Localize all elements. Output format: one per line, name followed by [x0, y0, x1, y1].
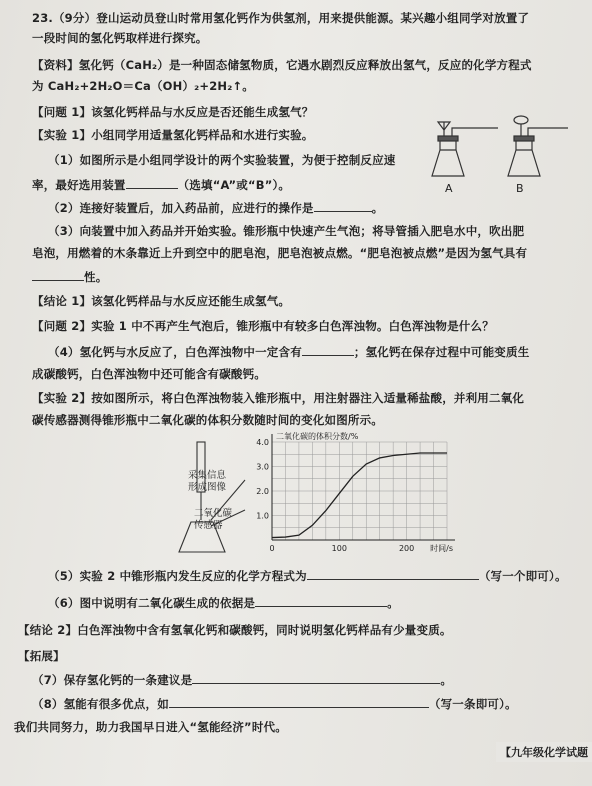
y-tick-label: 2.0 — [256, 487, 269, 496]
text-line-q3-c — [32, 268, 107, 285]
line-text: （2）连接好装置后，加入药品前，应进行的操作是 — [48, 201, 314, 215]
text-line-exp-2-b — [32, 412, 383, 428]
y-tick-label: 4.0 — [256, 438, 269, 447]
x-tick-label: 100 — [331, 544, 347, 553]
line-text-after: （写一条即可）。 — [428, 697, 517, 711]
line-text: 率，最好选用装置 — [32, 178, 126, 192]
line-text: 【资料】氢化钙（CaH₂）是一种固态储氢物质，它遇水剧烈反应释放出氢气，反应的化学方程式 — [32, 58, 532, 72]
line-text: 【结论 1】该氢化钙样品与水反应还能生成氢气。 — [32, 294, 291, 308]
answer-blank[interactable] — [302, 343, 354, 356]
x-tick-label: 200 — [398, 544, 415, 553]
line-text: 成碳酸钙，白色浑浊物中还可能含有碳酸钙。 — [32, 367, 266, 381]
text-line-closing — [14, 719, 287, 735]
answer-blank[interactable] — [126, 176, 178, 189]
line-text: 皂泡，用燃着的木条靠近上升到空中的肥皂泡，肥皂泡被点燃。“肥皂泡被点燃”是因为氢气具有 — [32, 246, 528, 260]
apparatus-diagram — [418, 110, 568, 200]
x-tick-label: 0 — [269, 544, 275, 553]
sensor-label: 二氧化碳 传感器 — [194, 508, 233, 531]
text-line-q1-b — [32, 176, 290, 193]
text-line-extension — [18, 648, 65, 664]
line-text: 【问题 1】该氢化钙样品与水反应是否还能生成氢气？ — [32, 105, 314, 119]
answer-blank[interactable] — [307, 567, 479, 580]
answer-blank[interactable] — [169, 695, 429, 708]
line-text: （8）氢能有很多优点，如 — [32, 697, 169, 711]
line-text: （5）实验 2 中锥形瓶内发生反应的化学方程式为 — [48, 569, 307, 583]
text-line-q4-a — [48, 343, 529, 360]
apparatus-b-label: B — [516, 182, 524, 195]
line-text: 我们共同努力，助力我国早日进入“氢能经济”时代。 — [14, 720, 287, 734]
line-text: （7）保存氢化钙的一条建议是 — [32, 673, 193, 687]
text-line-question-2 — [32, 318, 494, 334]
text-line-q-intro-2 — [32, 30, 208, 46]
chart-title: 二氧化碳的体积分数/% — [276, 432, 359, 441]
line-text-after: 性。 — [84, 270, 108, 284]
text-line-conclusion-2 — [18, 622, 452, 638]
series-line — [272, 453, 447, 538]
text-line-exp-1 — [32, 127, 314, 143]
text-line-material-1 — [32, 57, 532, 73]
answer-blank[interactable] — [192, 671, 440, 684]
line-text: 23.（9分）登山运动员登山时常用氢化钙作为供氢剂，用来提供能源。某兴趣小组同学对放置了 — [32, 11, 530, 25]
line-text: 【实验 2】按如图所示，将白色浑浊物装入锥形瓶中，用注射器注入适量稀盐酸，并利用二氧化 — [32, 391, 525, 405]
collector-label: 采集信息 形成图像 — [188, 470, 227, 493]
line-text: 【问题 2】实验 1 中不再产生气泡后，锥形瓶中有较多白色浑浊物。白色浑浊物是什么？ — [32, 319, 494, 333]
line-text: （1）如图所示是小组同学设计的两个实验装置，为便于控制反应速 — [48, 153, 396, 167]
y-tick-label: 1.0 — [256, 511, 269, 521]
text-line-q8 — [32, 695, 517, 712]
page-footer: 【九年级化学试题 — [496, 742, 592, 762]
text-line-conclusion-1 — [32, 293, 290, 309]
co2-chart — [250, 430, 460, 560]
y-tick-label: 3.0 — [256, 462, 269, 472]
text-line-q1-a — [48, 152, 396, 168]
text-line-q5 — [48, 567, 567, 584]
apparatus-a-label: A — [445, 182, 453, 195]
line-text: （3）向装置中加入药品并开始实验。锥形瓶中快速产生气泡；将导管插入肥皂水中，吹出肥 — [48, 224, 525, 238]
text-line-q2 — [48, 199, 383, 216]
text-line-q4-b — [32, 366, 266, 382]
line-text-after: ；氢化钙在保存过程中可能变质生 — [353, 345, 530, 359]
setup-diagram — [155, 440, 255, 560]
line-text-after: 。 — [371, 201, 384, 215]
line-text: （6）图中说明有二氧化碳生成的依据是 — [48, 596, 256, 610]
line-text: 【实验 1】小组同学用适量氢化钙样品和水进行实验。 — [32, 128, 314, 142]
x-axis-label: 时间/s — [430, 544, 453, 553]
text-line-exp-2-a — [32, 390, 524, 406]
line-text: 一段时间的氢化钙取样进行探究。 — [32, 31, 208, 45]
line-text: 为 CaH₂+2H₂O＝Ca（OH）₂+2H₂↑。 — [32, 79, 255, 93]
line-text-after: （写一个即可）。 — [478, 569, 567, 583]
line-text: 碳传感器测得锥形瓶中二氧化碳的体积分数随时间的变化如图所示。 — [32, 413, 383, 427]
line-text: 【结论 2】白色浑浊物中含有氢氧化钙和碳酸钙，同时说明氢化钙样品有少量变质。 — [18, 623, 452, 637]
apparatus-b — [508, 116, 568, 176]
text-line-q3-a — [48, 223, 524, 239]
text-line-question-1 — [32, 104, 314, 120]
apparatus-a — [432, 122, 498, 176]
line-text: 【拓展】 — [18, 649, 65, 663]
line-text: （4）氢化钙与水反应了，白色浑浊物中一定含有 — [48, 345, 302, 359]
line-text-after: 。 — [387, 596, 399, 610]
text-line-q3-b — [32, 245, 527, 261]
answer-blank[interactable] — [32, 268, 84, 281]
line-text-after: 。 — [440, 673, 453, 687]
line-text-after: （选填“A”或“B”）。 — [177, 178, 291, 192]
text-line-q-intro-1 — [32, 10, 529, 26]
answer-blank[interactable] — [255, 594, 387, 607]
text-line-q6 — [48, 594, 399, 611]
text-line-q7 — [32, 671, 452, 688]
text-line-material-2 — [32, 78, 254, 94]
answer-blank[interactable] — [314, 199, 372, 212]
